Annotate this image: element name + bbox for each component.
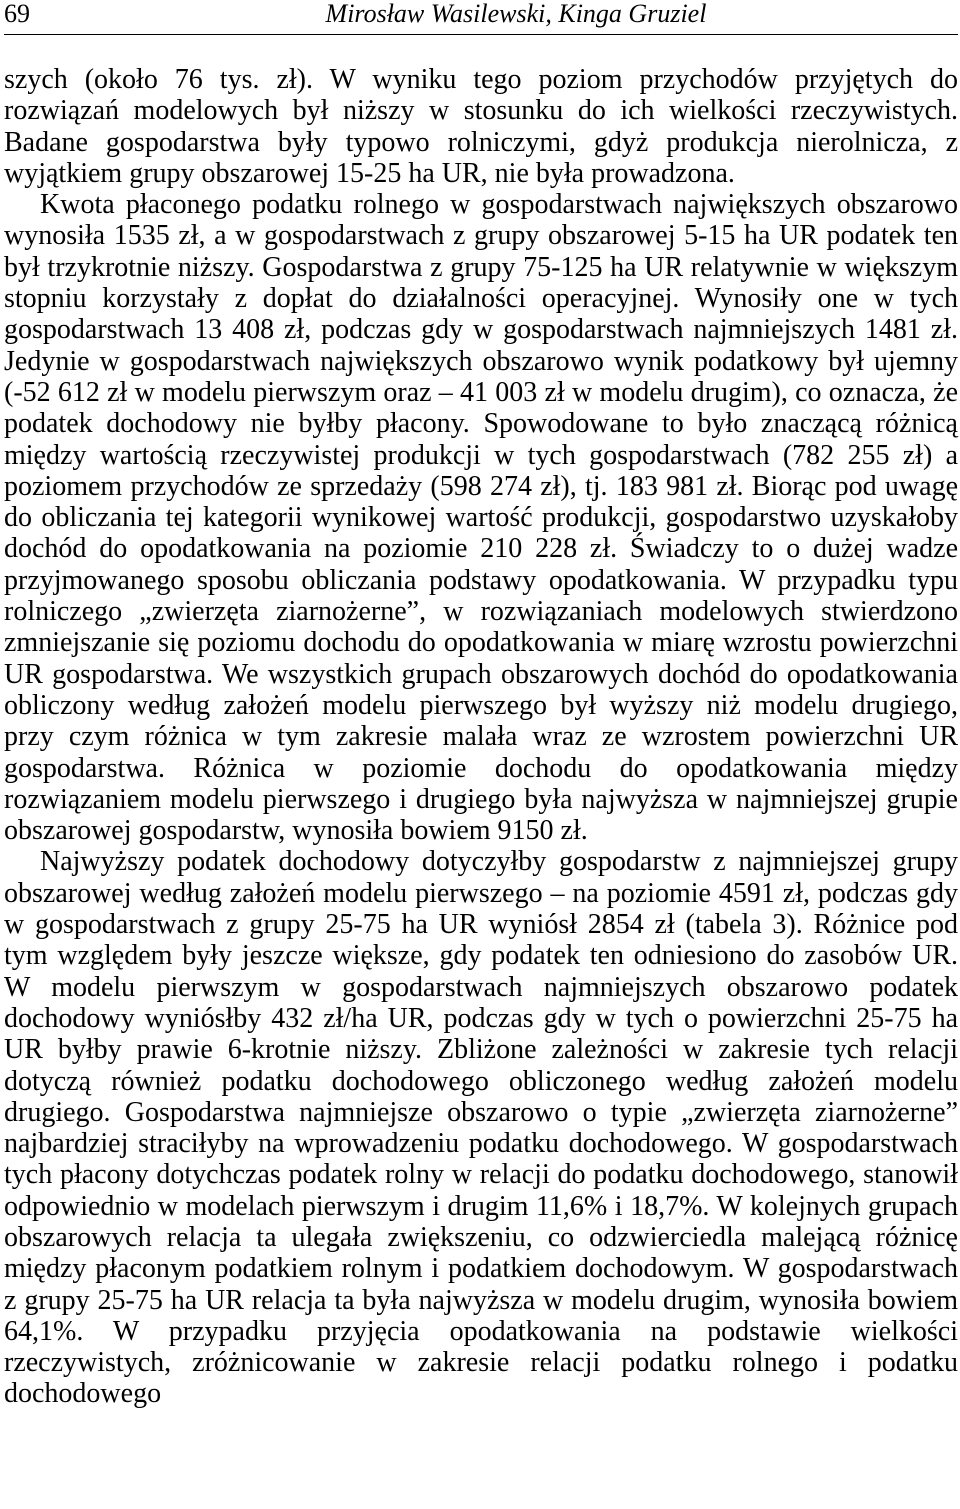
paragraph-income-tax: Najwyższy podatek dochodowy dotyczyłby gospodarstw z najmniejszej grupy obszarowej według założeń modelu pierwszego – na poziomie 4591 zł, podczas gdy w gospodarstwach z grupy 25-75 ha UR wyniósł 2854 zł (tabela 3). Różnice pod tym względem były jeszcze większe, gdy podatek ten odniesiono do zasobów UR. W modelu pierwszym w gospodarstwach najmniejszych obszarowo podatek dochodowy wyniósłby 432 zł/ha UR, podczas gdy w tych o powierzchni 25-75 ha UR byłby prawie 6-krotnie niższy. Zbliżone zależności w zakresie tych relacji dotyczą również podatku dochodowego obliczonego według założeń modelu drugiego. Gospodarstwa najmniejsze obszarowo o typie „zwierzęta ziarnożerne” najbardziej straciłyby na wprowadzeniu podatku dochodowego. W gospodarstwach tych płacony dotychczas podatek rolny w relacji do podatku dochodowego, stanowił odpowiednio w modelach pierwszym i drugim 11,6% i 18,7%. W kolejnych grupach obszarowych relacja ta ulegała zwiększeniu, co odzwierciedla malejącą różnicę między płaconym podatkiem rolnym i podatkiem dochodowym. W gospodarstwach z grupy 25-75 ha UR relacja ta była najwyższa w modelu drugim, wynosiła bowiem 64,1%. W przypadku przyjęcia opodatkowania na podstawie wielkości rzeczywistych, zróżnicowanie w zakresie relacji podatku rolnego i podatku dochodowego — [4, 846, 958, 1410]
body-text — [4, 64, 958, 1410]
page-number: 69 — [4, 0, 30, 28]
page-header — [4, 0, 958, 35]
running-head-authors: Mirosław Wasilewski, Kinga Gruziel — [325, 0, 707, 28]
paragraph-continued: szych (około 76 tys. zł). W wyniku tego poziom przychodów przyjętych do rozwiązań modelowych był niższy w stosunku do ich wielkości rzeczywistych. Badane gospodarstwa były typowo rolniczymi, gdyż produkcja nierolnicza, z wyjątkiem grupy obszarowej 15-25 ha UR, nie była prowadzona. — [4, 64, 958, 189]
paragraph-tax-amounts: Kwota płaconego podatku rolnego w gospodarstwach największych obszarowo wynosiła 1535 zł, a w gospodarstwach z grupy obszarowej 5-15 ha UR podatek ten był trzykrotnie niższy. Gospodarstwa z grupy 75-125 ha UR relatywnie w większym stopniu korzystały z dopłat do działalności operacyjnej. Wynosiły one w tych gospodarstwach 13 408 zł, podczas gdy w gospodarstwach najmniejszych 1481 zł. Jedynie w gospodarstwach największych obszarowo wynik podatkowy był ujemny (-52 612 zł w modelu pierwszym oraz – 41 003 zł w modelu drugim), co oznacza, że podatek dochodowy nie byłby płacony. Spowodowane to było znaczącą różnicą między wartością rzeczywistej produkcji w tych gospodarstwach (782 255 zł) a poziomem przychodów ze sprzedaży (598 274 zł), tj. 183 981 zł. Biorąc pod uwagę do obliczania tej kategorii wynikowej wartość produkcji, gospodarstwo uzyskałoby dochód do opodatkowania na poziomie 210 228 zł. Świadczy to o dużej wadze przyjmowanego sposobu obliczania podstawy opodatkowania. W przypadku typu rolniczego „zwierzęta ziarnożerne”, w rozwiązaniach modelowych stwierdzono zmniejszanie się poziomu dochodu do opodatkowania w miarę wzrostu powierzchni UR gospodarstwa. We wszystkich grupach obszarowych dochód do opodatkowania obliczony według założeń modelu pierwszego był wyższy niż modelu drugiego, przy czym różnica w tym zakresie malała wraz ze wzrostem powierzchni UR gospodarstwa. Różnica w poziomie dochodu do opodatkowania między rozwiązaniem modelu pierwszego i drugiego była najwyższa w najmniejszej grupie obszarowej gospodarstw, wynosiła bowiem 9150 zł. — [4, 189, 958, 847]
